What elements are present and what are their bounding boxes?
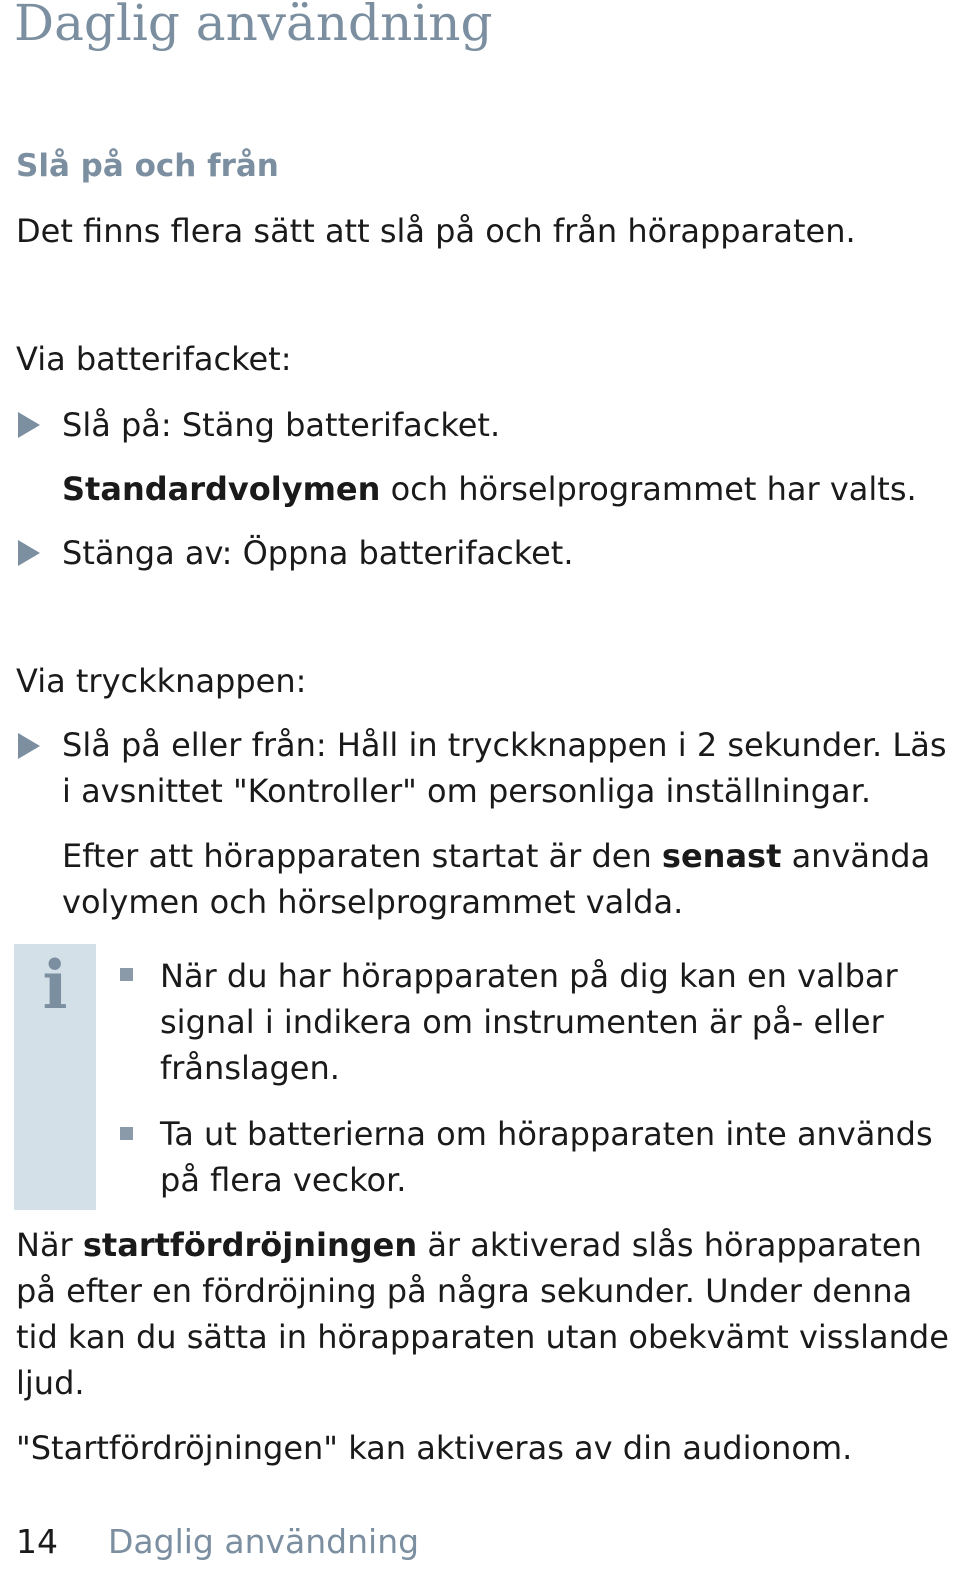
button-note-line1 (62, 833, 930, 879)
battery-step-off: Stänga av: Öppna batterifacket. (62, 534, 574, 572)
button-step-line2: i avsnittet "Kontroller" om personliga inställningar. (62, 772, 872, 810)
battery-label: Via batterifacket: (16, 340, 292, 378)
bullet-arrow-icon (18, 412, 40, 438)
info-sidebar (14, 944, 96, 1210)
button-note-line2: volymen och hörselprogrammet valda. (62, 883, 684, 921)
battery-note-rest: och hörselprogrammet har valts. (380, 470, 917, 508)
battery-step-on-note (62, 466, 917, 512)
button-label: Via tryckknappen: (16, 662, 307, 700)
bullet-arrow-icon (18, 540, 40, 566)
bullet-arrow-icon (18, 733, 40, 759)
delay-post: är aktiverad slås hörapparaten (417, 1226, 922, 1264)
intro-text: Det finns flera sätt att slå på och från hörapparaten. (16, 212, 856, 250)
standard-volume-term: Standardvolymen (62, 470, 381, 508)
info-item-2-line1: Ta ut batterierna om hörapparaten inte används (160, 1115, 933, 1153)
delay-line3: tid kan du sätta in hörapparaten utan obekvämt visslande (16, 1318, 949, 1356)
activation-text: "Startfördröjningen" kan aktiveras av din audionom. (16, 1429, 853, 1467)
footer-section-title: Daglig användning (108, 1522, 420, 1561)
info-item-1-line3: frånslagen. (160, 1049, 340, 1087)
button-note-pre: Efter att hörapparaten startat är den (62, 837, 662, 875)
info-item-1-line2: signal i indikera om instrumenten är på- eller (160, 1003, 884, 1041)
section-heading: Slå på och från (16, 148, 279, 184)
delay-line2: på efter en fördröjning på några sekunder. Under denna (16, 1272, 913, 1310)
square-bullet-icon (120, 968, 133, 981)
page-number: 14 (16, 1522, 58, 1561)
delay-line4: ljud. (16, 1364, 85, 1402)
battery-step-on: Slå på: Stäng batterifacket. (62, 406, 501, 444)
latest-term: senast (661, 837, 782, 875)
delay-line1 (16, 1222, 922, 1268)
page-title: Daglig användning (14, 0, 493, 52)
square-bullet-icon (120, 1127, 133, 1140)
button-note-post: använda (781, 837, 931, 875)
delay-pre: När (16, 1226, 83, 1264)
info-item-1-line1: När du har hörapparaten på dig kan en valbar (160, 957, 898, 995)
start-delay-term: startfördröjningen (82, 1226, 418, 1264)
info-item-2-line2: på flera veckor. (160, 1161, 407, 1199)
button-step-line1: Slå på eller från: Håll in tryckknappen i 2 sekunder. Läs (62, 726, 947, 764)
info-icon: i (42, 946, 68, 1024)
